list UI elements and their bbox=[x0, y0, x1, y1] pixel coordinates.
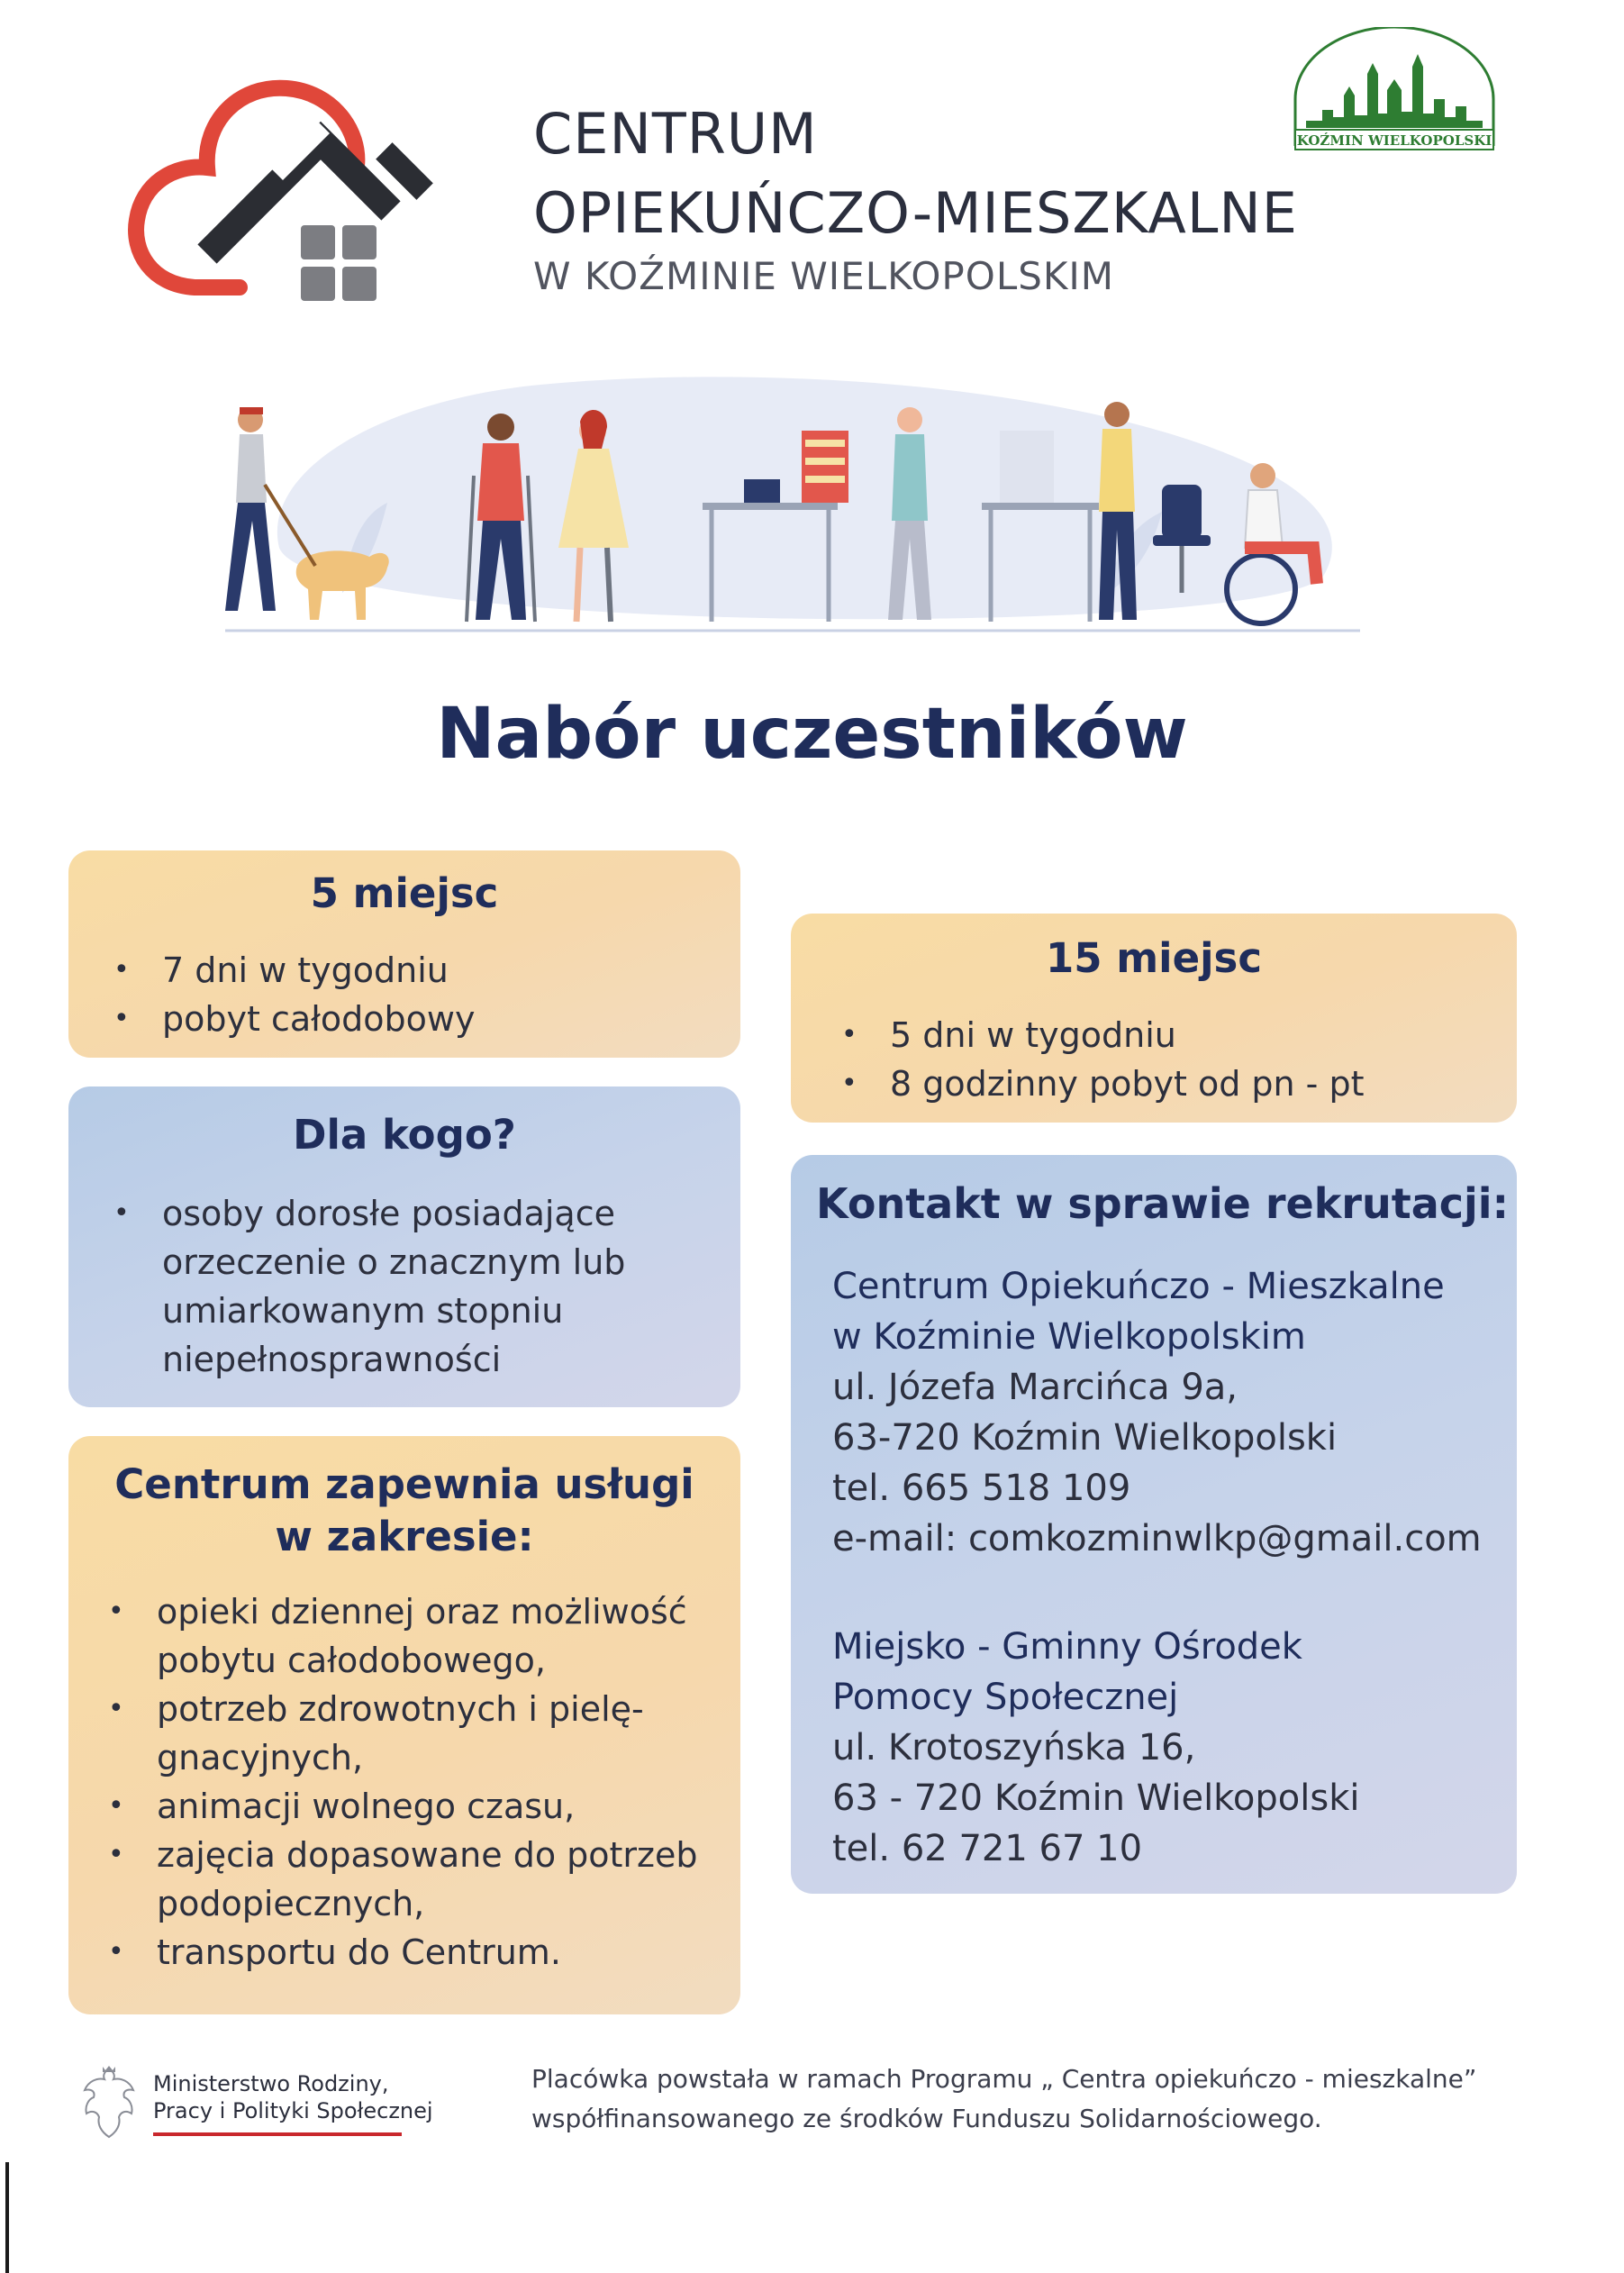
box-services-title-line-2: w zakresie: bbox=[275, 1513, 534, 1560]
box-for-whom bbox=[68, 1086, 740, 1407]
eagle-emblem-icon bbox=[77, 2063, 141, 2142]
list-item: • 8 godzinny pobyt od pn - pt bbox=[841, 1064, 1365, 1104]
box-contact bbox=[791, 1155, 1517, 1894]
list-item: • 5 dni w tygodniu bbox=[841, 1015, 1176, 1055]
box-services bbox=[68, 1436, 740, 2014]
box-15-places-title: 15 miejsc bbox=[1045, 934, 1262, 982]
org1-name-line-1: Centrum Opiekuńczo - Mieszkalne bbox=[832, 1266, 1445, 1307]
list-item: • animacji wolnego czasu, bbox=[108, 1787, 576, 1826]
list-item: • 7 dni w tygodniu bbox=[113, 950, 449, 990]
list-item: • osoby dorosłe posiadające orzeczenie o znacznym lub umiarkowanym stopniu niepełnosprawności bbox=[113, 1194, 626, 1379]
box-services-title-line-1: Centrum zapewnia usługi bbox=[114, 1460, 694, 1508]
headline: Nabór uczestników bbox=[436, 694, 1188, 775]
funding-note: Placówka powstała w ramach Programu „ Centra opiekuńczo - mieszkalne” współfinansowanego ze środków Funduszu Solidarnościowego. bbox=[531, 2064, 1477, 2133]
kozmin-logo-text: KOŹMIN WIELKOPOLSKI bbox=[1296, 132, 1492, 149]
box-services-list bbox=[108, 1587, 698, 1977]
ministry-logo-text: Ministerstwo Rodziny, Pracy i Polityki Społecznej bbox=[153, 2071, 433, 2123]
list-item: • opieki dziennej oraz możliwość pobytu całodobowego, bbox=[108, 1592, 687, 1680]
box-5-places bbox=[68, 850, 740, 1058]
box-15-places-list bbox=[841, 1011, 1365, 1108]
org1-name-line-2: w Koźminie Wielkopolskim bbox=[832, 1316, 1306, 1358]
box-for-whom-list bbox=[113, 1189, 626, 1384]
contact-org-1 bbox=[832, 1261, 1482, 1564]
box-5-places-list bbox=[113, 946, 476, 1043]
list-item: • pobyt całodobowy bbox=[113, 999, 476, 1039]
org2-name-line-1: Miejsko - Gminny Ośrodek bbox=[832, 1626, 1302, 1668]
org1-email[interactable]: e-mail: comkozminwlkp@gmail.com bbox=[832, 1518, 1482, 1559]
centre-logo bbox=[124, 49, 485, 319]
org2-city: 63 - 720 Koźmin Wielkopolski bbox=[832, 1777, 1360, 1819]
scan-edge-mark bbox=[5, 2162, 9, 2273]
list-item: • transportu do Centrum. bbox=[108, 1932, 561, 1972]
people-illustration bbox=[207, 368, 1378, 647]
org1-street: ul. Józefa Marcińca 9a, bbox=[832, 1367, 1238, 1408]
box-for-whom-title: Dla kogo? bbox=[293, 1111, 516, 1159]
contact-title: Kontakt w sprawie rekrutacji: bbox=[816, 1179, 1509, 1228]
title-line-3: W KOŹMINIE WIELKOPOLSKIM bbox=[533, 254, 1115, 298]
org2-street: ul. Krotoszyńska 16, bbox=[832, 1727, 1196, 1768]
title-line-2: OPIEKUŃCZO-MIESZKALNE bbox=[533, 180, 1298, 246]
org2-name-line-2: Pomocy Społecznej bbox=[832, 1677, 1179, 1718]
box-5-places-title: 5 miejsc bbox=[310, 869, 499, 917]
org1-phone[interactable]: tel. 665 518 109 bbox=[832, 1468, 1131, 1509]
org2-phone[interactable]: tel. 62 721 67 10 bbox=[832, 1828, 1143, 1869]
list-item: • potrzeb zdrowotnych i pielę- gnacyjnych, bbox=[108, 1689, 644, 1777]
contact-org-2 bbox=[832, 1622, 1360, 1874]
box-15-places bbox=[791, 914, 1517, 1123]
title-line-1: CENTRUM bbox=[533, 101, 818, 167]
org1-city: 63-720 Koźmin Wielkopolski bbox=[832, 1417, 1338, 1459]
ministry-logo-rule bbox=[153, 2132, 402, 2136]
kozmin-town-logo bbox=[1286, 27, 1502, 160]
list-item: • zajęcia dopasowane do potrzeb podopiecznych, bbox=[108, 1835, 698, 1923]
